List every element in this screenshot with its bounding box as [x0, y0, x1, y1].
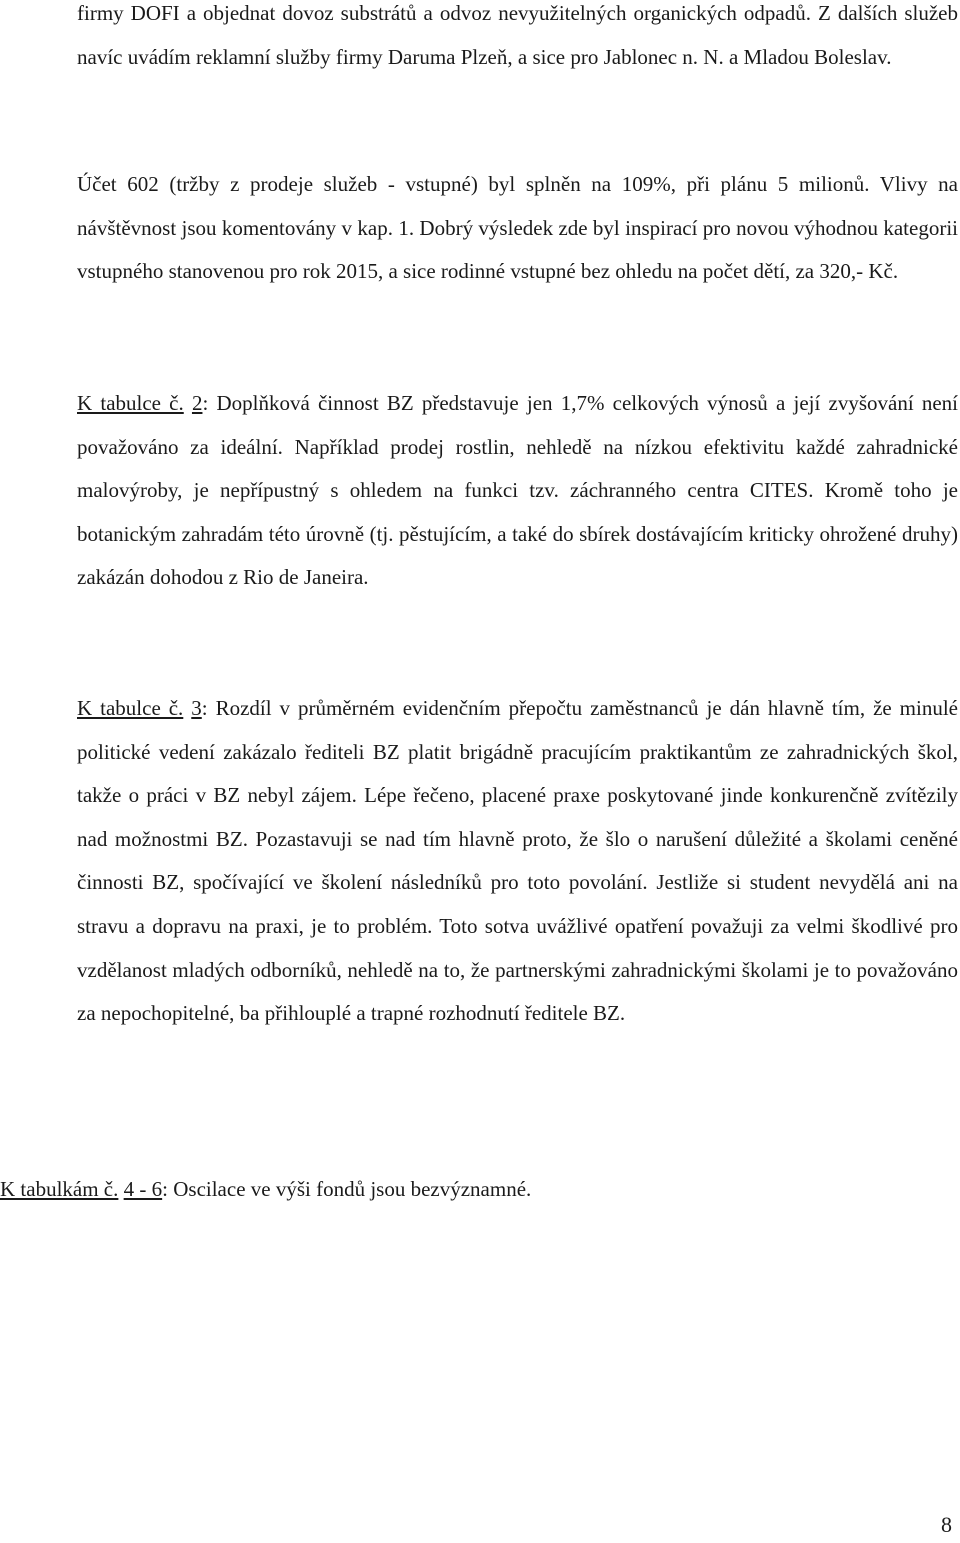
table-reference-number[interactable]: 2 [191, 391, 203, 415]
paragraph-table-2 [77, 382, 958, 600]
table-reference-link[interactable]: K tabulce č. [77, 391, 184, 415]
paragraph-account-602-text: Účet 602 (tržby z prodeje služeb - vstupné) byl splněn na 109%, při plánu 5 milionů. Vlivy na návštěvnost jsou komentovány v kap. 1. Dobrý výsledek zde byl inspirací pro novou výhodnou kategorii vstupného stanovenou pro rok 2015, a sice rodinné vstupné bez ohledu na počet dětí, za 320,- Kč. [77, 172, 958, 284]
paragraph-table-3-text: : Rozdíl v průměrném evidenčním přepočtu zaměstnanců je dán hlavně tím, že minulé politické vedení zakázalo řediteli BZ platit brigádně pracujícím praktikantům ze zahradnických škol, takže o práci v BZ nebyl zájem. Lépe řečeno, placené praxe poskytované jinde konkurenčně zvítězily nad možnostmi BZ. Pozastavuji se nad tím hlavně proto, že šlo o narušení důležité a školami ceněné činnosti BZ, spočívající ve školení následníků pro toto povolání. Jestliže si student nevydělá ani na stravu a dopravu na praxi, je to problém. Toto sotva uvážlivé opatření považuji za velmi škodlivé pro vzdělanost mladých odborníků, nehledě na to, že partnerskými zahradnickými školami je to považováno za nepochopitelné, ba přihlouplé a trapné rozhodnutí ředitele BZ. [77, 696, 958, 1026]
paragraph-services [77, 0, 958, 79]
table-reference-number[interactable]: 4 - 6 [123, 1177, 163, 1201]
table-reference-number[interactable]: 3 [191, 696, 202, 720]
paragraph-table-2-text: : Doplňková činnost BZ představuje jen 1,7% celkových výnosů a její zvyšování není považováno za ideální. Například prodej rostlin, nehledě na nízkou efektivitu každé zahradnické malovýroby, je nepřípustný s ohledem na funkci tzv. záchranného centra CITES. Kromě toho je botanickým zahradám této úrovně (tj. pěstujícím, a také do sbírek dostávajícím kriticky ohrožené druhy) zakázán dohodou z Rio de Janeira. [77, 391, 959, 590]
table-reference-link[interactable]: K tabulkám č. [0, 1177, 119, 1201]
page-number: 8 [941, 1512, 952, 1537]
paragraph-tables-4-6-text: : Oscilace ve výši fondů jsou bezvýznamné. [162, 1177, 532, 1201]
paragraph-services-text: firmy DOFI a objednat dovoz substrátů a odvoz nevyužitelných organických odpadů. Z dalších služeb navíc uvádím reklamní služby firmy Daruma Plzeň, a sice pro Jablonec n. N. a Mladou Boleslav. [77, 1, 958, 69]
paragraph-account-602 [77, 163, 958, 294]
table-reference-link[interactable]: K tabulce č. [77, 696, 184, 720]
paragraph-tables-4-6 [0, 1168, 958, 1212]
paragraph-table-3 [77, 687, 958, 1036]
